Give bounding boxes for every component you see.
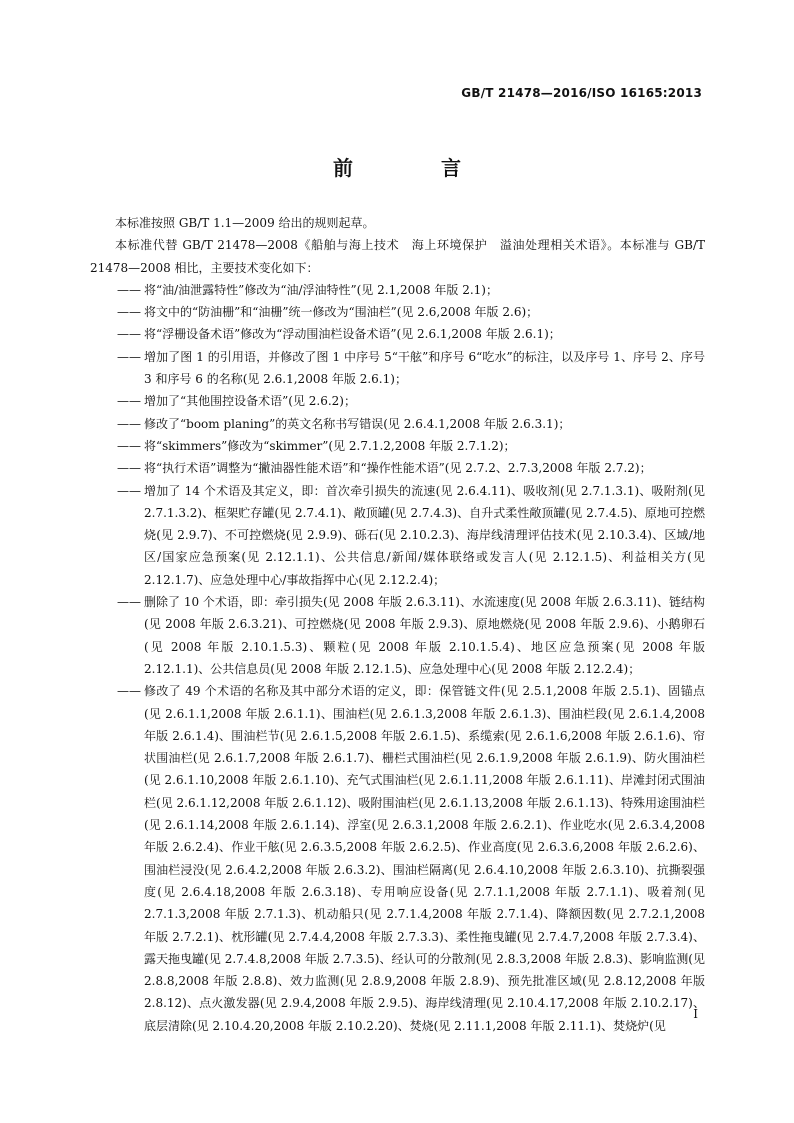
list-item xyxy=(90,435,705,457)
list-item xyxy=(90,591,705,680)
list-item xyxy=(90,680,705,1037)
list-item-text: 修改了 49 个术语的名称及其中部分术语的定义，即：保管链文件(见 2.5.1,2008 年版 2.5.1)、固锚点(见 2.6.1.1,2008 年版 2.6.1.1)、围油栏(见 2.6.1.3,2008 年版 2.6.1.3)、围油栏段(见 2.6.1.4,2008 年版 2.6.1.4)、围油栏节(见 2.6.1.5,2008 年版 2.6.1.5)、系缆索(见 2.6.1.6,2008 年版 2.6.1.6)、帘状围油栏(见 2.6.1.7,2008 年版 2.6.1.7)、栅栏式围油栏(见 2.6.1.9,2008 年版 2.6.1.9)、防火围油栏(见 2.6.1.10,2008 年版 2.6.1.10)、充气式围油栏(见 2.6.1.11,2008 年版 2.6.1.11)、岸滩封闭式围油栏(见 2.6.1.12,2008 年版 2.6.1.12)、吸附围油栏(见 2.6.1.13,2008 年版 2.6.1.13)、特殊用途围油栏(见 2.6.1.14,2008 年版 2.6.1.14)、浮室(见 2.6.3.1,2008 年版 2.6.2.1)、作业吃水(见 2.6.3.4,2008 年版 2.6.2.4)、作业干舷(见 2.6.3.5,2008 年版 2.6.2.5)、作业高度(见 2.6.3.6,2008 年版 2.6.2.6)、围油栏浸没(见 2.6.4.2,2008 年版 2.6.3.2)、围油栏隔离(见 2.6.4.10,2008 年版 2.6.3.10)、抗撕裂强度(见 2.6.4.18,2008 年版 2.6.3.18)、专用响应设备(见 2.7.1.1,2008 年版 2.7.1.1)、吸着剂(见 2.7.1.3,2008 年版 2.7.1.3)、机动船只(见 2.7.1.4,2008 年版 2.7.1.4)、降额因数(见 2.7.2.1,2008 年版 2.7.2.1)、枕形罐(见 2.7.4.4,2008 年版 2.7.3.3)、柔性拖曳罐(见 2.7.4.7,2008 年版 2.7.3.4)、露天拖曳罐(见 2.7.4.8,2008 年版 2.7.3.5)、经认可的分散剂(见 2.8.3,2008 年版 2.8.3)、影响监测(见 2.8.8,2008 年版 2.8.8)、效力监测(见 2.8.9,2008 年版 2.8.9)、预先批准区域(见 2.8.12,2008 年版 2.8.12)、点火激发器(见 2.9.4,2008 年版 2.9.5)、海岸线清理(见 2.10.4.17,2008 年版 2.10.2.17)、底层清除(见 2.10.4.20,2008 年版 2.10.2.20)、焚烧(见 2.11.1,2008 年版 2.11.1)、焚烧炉(见 xyxy=(144,684,705,1033)
list-item-text: 删除了 10 个术语，即：牵引损失(见 2008 年版 2.6.3.11)、水流速度(见 2008 年版 2.6.3.11)、链结构(见 2008 年版 2.6.3.21)、可控燃烧(见 2008 年版 2.9.3)、原地燃烧(见 2008 年版 2.9.6)、小鹅卵石(见 2008 年版 2.10.1.5.3)、颗粒(见 2008 年版 2.10.1.5.4)、地区应急预案(见 2008 年版 2.12.1.1)、公共信息员(见 2008 年版 2.12.1.5)、应急处理中心(见 2008 年版 2.12.2.4)； xyxy=(144,595,705,676)
list-item-text: 将“skimmers”修改为“skimmer”(见 2.7.1.2,2008 年版 2.7.1.2)； xyxy=(144,438,516,453)
dash-marker: —— xyxy=(117,595,141,610)
list-item-text: 将“浮栅设备术语”修改为“浮动围油栏设备术语”(见 2.6.1,2008 年版 2.6.1)； xyxy=(144,327,561,342)
dash-marker: —— xyxy=(117,461,141,476)
dash-marker: —— xyxy=(117,438,141,453)
list-item-text: 将“执行术语”调整为“撇油器性能术语”和“操作性能术语”(见 2.7.2、2.7.3,2008 年版 2.7.2)； xyxy=(144,461,652,476)
list-item-text: 增加了 14 个术语及其定义，即：首次牵引损失的流速(见 2.6.4.11)、吸收剂(见 2.7.1.3.1)、吸附剂(见 2.7.1.3.2)、框架贮存罐(见 2.7.4.1)、敞顶罐(见 2.7.4.3)、自升式柔性敞顶罐(见 2.7.4.5)、原地可控燃烧(见 2.9.7)、不可控燃烧(见 2.9.9)、砾石(见 2.10.2.3)、海岸线清理评估技术(见 2.10.3.4)、区域/地区/国家应急预案(见 2.12.1.1)、公共信息/新闻/媒体联络或发言人(见 2.12.1.5)、利益相关方(见 2.12.1.7)、应急处理中心/事故指挥中心(见 2.12.2.4)； xyxy=(144,483,705,587)
foreword-body xyxy=(90,212,705,1037)
dash-marker: —— xyxy=(117,282,141,297)
dash-marker: —— xyxy=(117,305,141,320)
dash-marker: —— xyxy=(117,349,141,364)
list-item-text: 将“油/油泄露特性”修改为“油/浮油特性”(见 2.1,2008 年版 2.1)； xyxy=(144,282,498,297)
dash-marker: —— xyxy=(117,483,141,498)
dash-marker: —— xyxy=(117,327,141,342)
list-item xyxy=(90,390,705,412)
list-item xyxy=(90,457,705,479)
list-item xyxy=(90,413,705,435)
dash-marker: —— xyxy=(117,416,141,431)
dash-marker: —— xyxy=(117,684,141,699)
dash-marker: —— xyxy=(117,394,141,409)
list-item xyxy=(90,279,705,301)
page-title: 前 言 xyxy=(333,156,495,180)
changes-list xyxy=(90,279,705,1037)
list-item xyxy=(90,480,705,591)
list-item-text: 将文中的“防油栅”和“油栅”统一修改为“围油栏”(见 2.6,2008 年版 2.6)； xyxy=(144,305,539,320)
list-item xyxy=(90,301,705,323)
page-number: I xyxy=(693,1007,698,1021)
paragraph-drafting-rules: 本标准按照 GB/T 1.1—2009 给出的规则起草。 xyxy=(115,216,375,230)
standard-code: GB/T 21478—2016/ISO 16165:2013 xyxy=(461,86,702,100)
list-item xyxy=(90,323,705,345)
list-item-text: 修改了“boom planing”的英文名称书写错误(见 2.6.4.1,2008 年版 2.6.3.1)； xyxy=(144,416,571,431)
list-item xyxy=(90,346,705,391)
list-item-text: 增加了“其他围控设备术语”(见 2.6.2)； xyxy=(144,394,356,409)
paragraph-replacement: 本标准代替 GB/T 21478—2008《船舶与海上技术 海上环境保护 溢油处理相关术语》。本标准与 GB/T 21478—2008 相比，主要技术变化如下： xyxy=(90,238,705,275)
list-item-text: 增加了图 1 的引用语，并修改了图 1 中序号 5“干舷”和序号 6“吃水”的标注，以及序号 1、序号 2、序号 3 和序号 6 的名称(见 2.6.1,2008 年版 2.6.1)； xyxy=(144,349,705,387)
